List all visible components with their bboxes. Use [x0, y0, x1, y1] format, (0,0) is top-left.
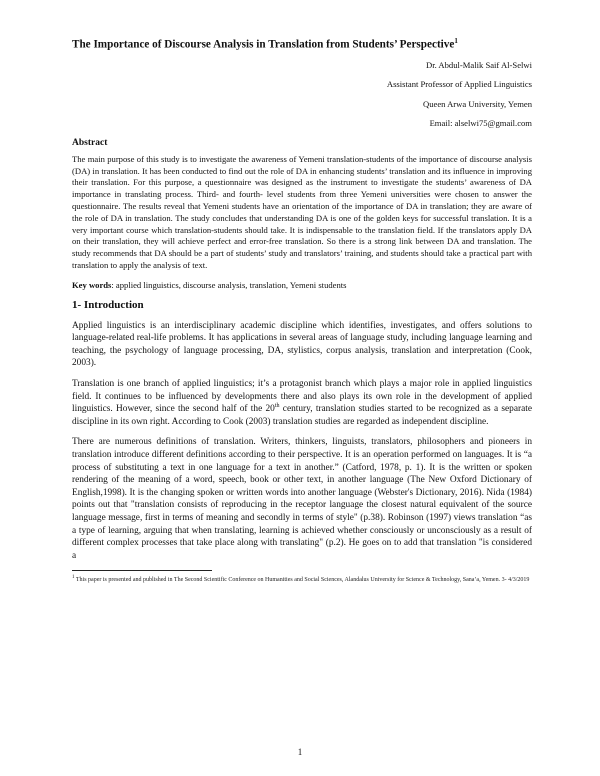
keywords [72, 280, 532, 290]
abstract-text: The main purpose of this study is to investigate the awareness of Yemeni translation-students of the importance of discourse analysis (DA) in translation. It has been conducted to find out the role of DA in enhancing students’ translation and its influence in improving their translation. For this purpose, a questionnaire was designed as the instrument to investigate the students’ awareness of DA importance in translating process. Third- and fourth- level students from three Yemeni universities were chosen to answer the questionnaire. The results reveal that Yemeni students have an orientation of the importance of DA in translation; they are aware of the role of DA in translation. The study concludes that understanding DA is one of the golden keys for successful translation. It is a very important course which translation-students should take. It is indispensable to the translation field. If the translators apply DA on their translation, they will achieve perfect and error-free translation. So there is a strong link between DA and translation. The study recommends that DA should be a part of students’ study and translators’ training, and students should take a practical part with translation to apply the analysis of text. [72, 153, 532, 270]
keywords-text: : applied linguistics, discourse analysis, translation, Yemeni students [111, 279, 347, 290]
paper-title: The Importance of Discourse Analysis in Translation from Students’ Perspective$^1$ [72, 37, 458, 51]
abstract-heading: Abstract [72, 137, 108, 148]
footnote [72, 574, 532, 584]
intro-paragraph-1: Applied linguistics is an interdisciplinary academic discipline which identifies, investigates, and offers solutions to language-related real-life problems. It has applications in several areas of language study, including language learning and teaching, the psychology of language processing, DA, stylistics, corpus analysis, translation and interpretation (Cook, 2003). [72, 320, 532, 369]
author-position: Assistant Professor of Applied Linguistics [386, 79, 532, 90]
keywords-label: Key words [72, 279, 112, 290]
intro-paragraph-3: There are numerous definitions of translation. Writers, thinkers, linguists, translators, philosophers and pioneers in translation introduce different definitions according to their perspective. It is an operation performed on languages. It is “a process of substituting a text in one language for a text in another.” (Catford, 1978, p. 1). It is the written or spoken rendering of the meaning of a word, speech, book or other text, in another language (The New Oxford Dictionary of English,1998). It is the changing spoken or written words into another language (Webster's Dictionary, 2016). Nida (1984) points out that "translation consists of reproducing in the receptor language the closest natural equivalent of the source language message, first in terms of meaning and secondly in terms of style" (p.38). Robinson (1997) views translation “as a type of learning, arguing that when translating, learning is achieved whether consciously or unconsciously as a result of different complex processes that take place along with translating" (p.2). He goes on to add that translation "is considered a [72, 437, 532, 561]
introduction-heading: 1- Introduction [72, 298, 144, 311]
footnote-divider [72, 570, 212, 571]
intro-paragraph-2: Translation is one branch of applied linguistics; it’s a protagonist branch which plays a major role in applied linguistics field. It continues to be influenced by developments there and also plays its own role in the development of applied linguistics. However, since the second half of the 20th century, translation studies started to be recognized as a separate discipline in its own right. According to Cook (2003) translation studies are regarded as independent discipline. [72, 379, 532, 427]
author-affiliation: Queen Arwa University, Yemen [423, 98, 532, 109]
author-name: Dr. Abdul-Malik Saif Al-Selwi [426, 59, 532, 70]
footnote-text: This paper is presented and published in The Second Scientific Conference on Humanities and Social Sciences, Alandalus University for Science & Technology, Sana’a, Yemen. 3- 4/3/2019 [74, 577, 530, 584]
page-number: 1 [297, 747, 303, 757]
title-footnote-mark: 1 [454, 37, 458, 45]
footnote-mark: 1 [72, 575, 75, 581]
author-email: Email: alselwi75@gmail.com [429, 118, 532, 129]
